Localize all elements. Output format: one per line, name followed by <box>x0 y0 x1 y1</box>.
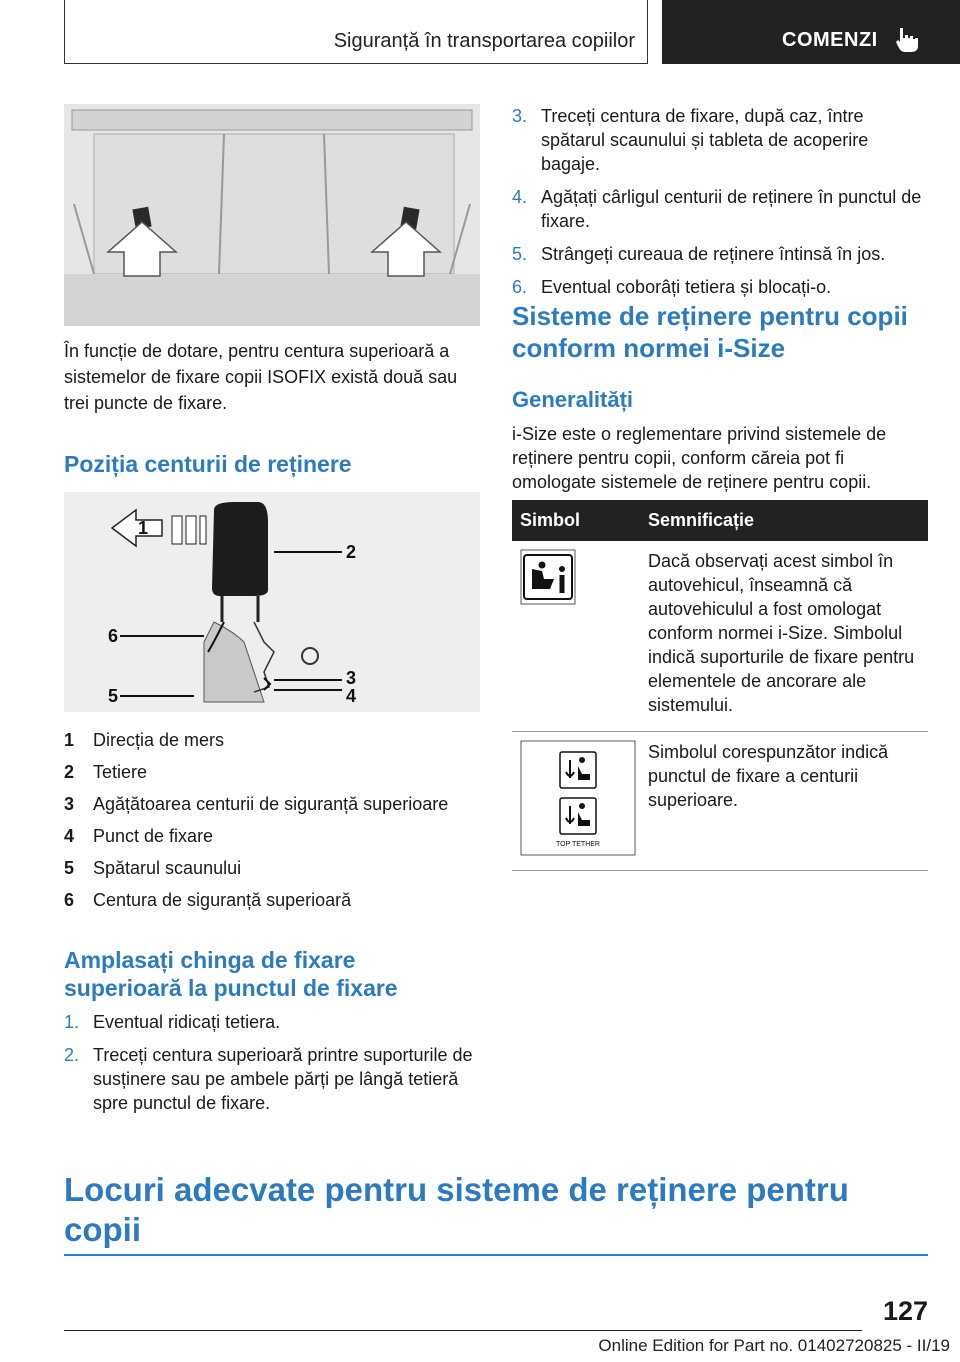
callout-5: 5 <box>108 686 119 706</box>
page-number: 127 <box>882 1296 928 1326</box>
isize-symbol-icon <box>520 549 576 605</box>
heading-line-1: Sisteme de reținere pentru copii <box>512 301 908 331</box>
anchor-seat-icon <box>560 798 596 834</box>
step-item <box>512 104 928 176</box>
steps-left <box>64 1010 480 1124</box>
step-number: 6. <box>512 277 528 297</box>
step-number: 4. <box>512 187 528 207</box>
figure-caption: În funcție de dotare, pentru centura superioară a sistemelor de fixare copii ISOFIX există două sau trei puncte de fixare. <box>64 341 458 413</box>
legend-item <box>64 852 480 884</box>
step-item <box>512 242 928 266</box>
legend-text: Agățătoarea centurii de siguranță superioare <box>93 794 449 814</box>
headrest-illustration <box>64 492 480 712</box>
callout-6: 6 <box>108 626 119 646</box>
legend-number: 1 <box>64 730 75 750</box>
steps-right <box>512 104 928 308</box>
legend-item <box>64 724 480 756</box>
table-row <box>512 731 928 870</box>
legend-number: 6 <box>64 890 75 910</box>
table-cell-symbol <box>512 731 640 870</box>
legend-text: Centura de siguranță superioară <box>93 890 352 910</box>
legend-text: Direcția de mers <box>93 730 225 750</box>
step-text: Eventual ridicați tetiera. <box>93 1012 281 1032</box>
legend-item <box>64 756 480 788</box>
table-row <box>512 541 928 731</box>
subheading-generalitati: Generalități <box>512 387 634 412</box>
legend-text: Spătarul scaunului <box>93 858 242 878</box>
header-title-box <box>64 0 648 64</box>
heading-line-2: conform normei i-Size <box>512 333 786 363</box>
hand-pointer-icon <box>894 26 920 54</box>
callout-2: 2 <box>346 542 357 562</box>
table-header-meaning: Semnificație <box>640 500 928 541</box>
legend-item <box>64 884 480 916</box>
header-title: Siguranță în transportarea copiilor <box>333 30 635 52</box>
legend-number: 2 <box>64 762 75 782</box>
step-number: 2. <box>64 1045 80 1065</box>
top-tether-symbol-icon <box>520 740 636 856</box>
section-heading-place-strap <box>64 946 398 1002</box>
legend-number: 4 <box>64 826 75 846</box>
step-text: Treceți centura superioară printre suporturile de susținere sau pe ambele părți pe lângă tetieră spre punctul de fixare. <box>93 1045 473 1113</box>
isize-paragraph: i-Size este o reglementare privind sistemele de reținere pentru copii, conform căreia pot fi omologate sistemele de reținere pentru copii. <box>512 424 887 492</box>
legend-text: Punct de fixare <box>93 826 214 846</box>
legend-text: Tetiere <box>93 762 148 782</box>
footer-edition: Online Edition for Part no. 01402720825 - II/19 <box>598 1336 950 1355</box>
callout-3: 3 <box>346 668 357 688</box>
step-text: Strângeți cureaua de reținere întinsă în jos. <box>541 244 886 264</box>
step-item <box>512 275 928 299</box>
step-number: 1. <box>64 1012 80 1032</box>
table-header-symbol: Simbol <box>512 500 640 541</box>
legend-item <box>64 788 480 820</box>
anchor-seat-icon <box>560 752 596 788</box>
header-tab-label: COMENZI <box>782 29 878 51</box>
step-text: Agățați cârligul centurii de reținere în punctul de fixare. <box>541 187 922 231</box>
top-tether-label: TOP TETHER <box>556 840 600 848</box>
step-text: Treceți centura de fixare, după caz, între spătarul scaunului și tableta de acoperire bagaje. <box>541 106 869 174</box>
callout-4: 4 <box>346 686 357 706</box>
table-cell-meaning: Simbolul corespunzător indică punctul de fixare a centurii superioare. <box>640 731 928 870</box>
step-item <box>64 1043 480 1115</box>
heading-line-2: superioară la punctul de fixare <box>64 975 398 1001</box>
table-cell-meaning: Dacă observați acest simbol în autovehicul, înseamnă că autovehiculul a fost omologat conform normei i-Size. Simbolul indică suporturile de fixare pentru elementele de ancorare ale sistemului. <box>640 541 928 731</box>
callout-1: 1 <box>138 518 149 538</box>
figure-legend <box>64 724 480 916</box>
table-header-row <box>512 500 928 541</box>
section-heading-isize <box>512 300 908 364</box>
step-item <box>512 185 928 233</box>
step-number: 5. <box>512 244 528 264</box>
heading-line-1: Amplasați chinga de fixare <box>64 947 356 973</box>
luggage-illustration <box>64 104 480 326</box>
figure-luggage-anchors <box>64 104 480 326</box>
step-item <box>64 1010 480 1034</box>
section-heading-belt-position: Poziția centurii de reținere <box>64 451 352 477</box>
legend-number: 5 <box>64 858 75 878</box>
legend-item <box>64 820 480 852</box>
symbol-table <box>512 500 928 871</box>
chapter-title: Locuri adecvate pentru sisteme de reținere pentru copii <box>64 1170 928 1256</box>
table-cell-symbol <box>512 541 640 731</box>
footer-divider <box>64 1330 862 1331</box>
direction-arrow-icon <box>112 510 206 546</box>
step-number: 3. <box>512 106 528 126</box>
legend-number: 3 <box>64 794 75 814</box>
step-text: Eventual coborâți tetiera și blocați-o. <box>541 277 832 297</box>
figure-headrest-diagram <box>64 492 480 712</box>
